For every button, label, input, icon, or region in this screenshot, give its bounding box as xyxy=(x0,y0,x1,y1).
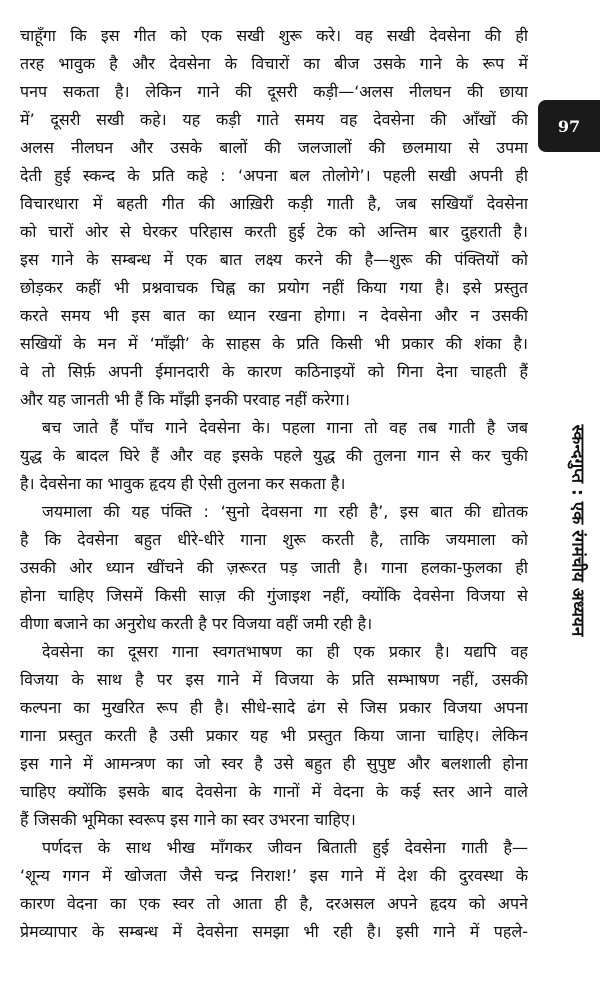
text-line: सखियों के मन में ‘माँझी’ के साहस के प्रति किसी भी प्रकार की शंका है। xyxy=(20,334,528,353)
text-line: है। देवसेना का भावुक हृदय ही ऐसी तुलना कर सकता है। xyxy=(20,474,346,493)
text-line: और यह जानती भी हैं कि माँझी इनकी परवाह नहीं करेगा। xyxy=(20,390,350,409)
text-line: होना चाहिए जिसमें किसी साज़ की गुंजाइश नहीं, क्योंकि देवसेना विजया से xyxy=(20,586,528,605)
text-line: है कि देवसेना बहुत धीरे-धीरे गाना शुरू करती है, ताकि जयमाला को xyxy=(20,530,528,549)
text-line: इस गाने में आमन्त्रण का जो स्वर है उसे बहुत ही सुपुष्ट और बलशाली होना xyxy=(20,754,528,773)
text-line: प्रेमव्यापार के सम्बन्ध में देवसेना समझा भी रही है। इसी गाने में पहले- xyxy=(20,922,528,941)
text-line: वीणा बजाने का अनुरोध करती है पर विजया वहीं जमी रही है। xyxy=(20,614,373,633)
text-line: युद्ध के बादल घिरे हैं और वह इसके पहले युद्ध की तुलना गान से कर चुकी xyxy=(20,446,528,465)
text-line: करते समय भी इस बात का ध्यान रखना होगा। न देवसेना और न उसकी xyxy=(20,306,528,325)
text-line: को चारों ओर से घेरकर परिहास करती हुई टेक को अन्तिम बार दुहराती है। xyxy=(20,222,528,241)
text-line: पर्णदत्त के साथ भीख माँगकर जीवन बिताती हुई देवसेना गाती है— xyxy=(42,838,528,857)
text-line: इस गाने के सम्बन्ध में एक बात लक्ष्य करने की है—शुरू की पंक्तियों को xyxy=(20,250,528,269)
page-number: 97 xyxy=(557,116,581,136)
text-line: हैं जिसकी भूमिका स्वरूप इस गाने का स्वर उभरना चाहिए। xyxy=(20,810,356,829)
page-number-tab xyxy=(538,100,600,152)
text-line: ‘शून्य गगन में खोजता जैसे चन्द्र निराश!’ इस गाने में देश की दुरवस्था के xyxy=(20,866,528,885)
text-line: गाना प्रस्तुत करती है उसी प्रकार यह भी प्रस्तुत किया जाना चाहिए। लेकिन xyxy=(20,726,528,745)
text-line: तरह भावुक है और देवसेना के विचारों का बीज उसके गाने के रूप में xyxy=(20,54,528,73)
text-line: विचारधारा में बहती गीत की आख़िरी कड़ी गाती है, जब सखियाँ देवसेना xyxy=(20,194,528,213)
text-line: अलस नीलघन और उसके बालों की जलजालों की छलमाया से उपमा xyxy=(20,138,528,157)
text-line: देवसेना का दूसरा गाना स्वगतभाषण का ही एक प्रकार है। यद्यपि वह xyxy=(42,642,528,661)
text-line: देती हुई स्कन्द के प्रति कहे : ‘अपना बल तोलोगे’। पहली सखी अपनी ही xyxy=(20,166,528,185)
text-line: चाहूँगा कि इस गीत को एक सखी शुरू करे। वह सखी देवसेना की ही xyxy=(20,26,528,45)
text-line: बच जाते हैं पाँच गाने देवसेना के। पहला गाना तो वह तब गाती है जब xyxy=(42,418,528,437)
text-line: कल्पना का मुखरित रूप ही है। सीधे-सादे ढंग से जिस प्रकार विजया अपना xyxy=(20,698,528,717)
text-line: विजया के साथ है पर इस गाने में विजया के प्रति सम्भाषण नहीं, उसकी xyxy=(20,670,528,689)
text-line: में’ दूसरी सखी कहे। यह कड़ी गाते समय वह देवसेना की आँखों की xyxy=(20,110,528,129)
body-text xyxy=(20,22,528,946)
text-line: वे तो सिर्फ़ अपनी ईमानदारी के कारण कठिनाइयों को गिना देना चाहती हैं xyxy=(20,362,528,381)
text-line: पनप सकता है। लेकिन गाने की दूसरी कड़ी—‘अलस नीलघन की छाया xyxy=(20,82,528,101)
text-line: छोड़कर कहीं भी प्रश्नवाचक चिह्न का प्रयोग नहीं किया गया है। इसे प्रस्तुत xyxy=(20,278,528,297)
text-line: उसकी ओर ध्यान खींचने की ज़रूरत पड़ जाती है। गाना हलका-फुलका ही xyxy=(20,558,528,577)
running-head-text: स्कन्दगुप्त : एक रंगमंचीय अध्ययन xyxy=(567,424,588,636)
text-line: कारण वेदना का एक स्वर तो आता ही है, दरअसल अपने हृदय को अपने xyxy=(20,894,528,913)
running-head xyxy=(560,380,598,680)
text-line: जयमाला की यह पंक्ति : ‘सुनो देवसना गा रही है’, इस बात की द्योतक xyxy=(42,502,528,521)
text-line: चाहिए क्योंकि इसके बाद देवसेना के गानों में वेदना के कई स्तर आने वाले xyxy=(20,782,528,801)
